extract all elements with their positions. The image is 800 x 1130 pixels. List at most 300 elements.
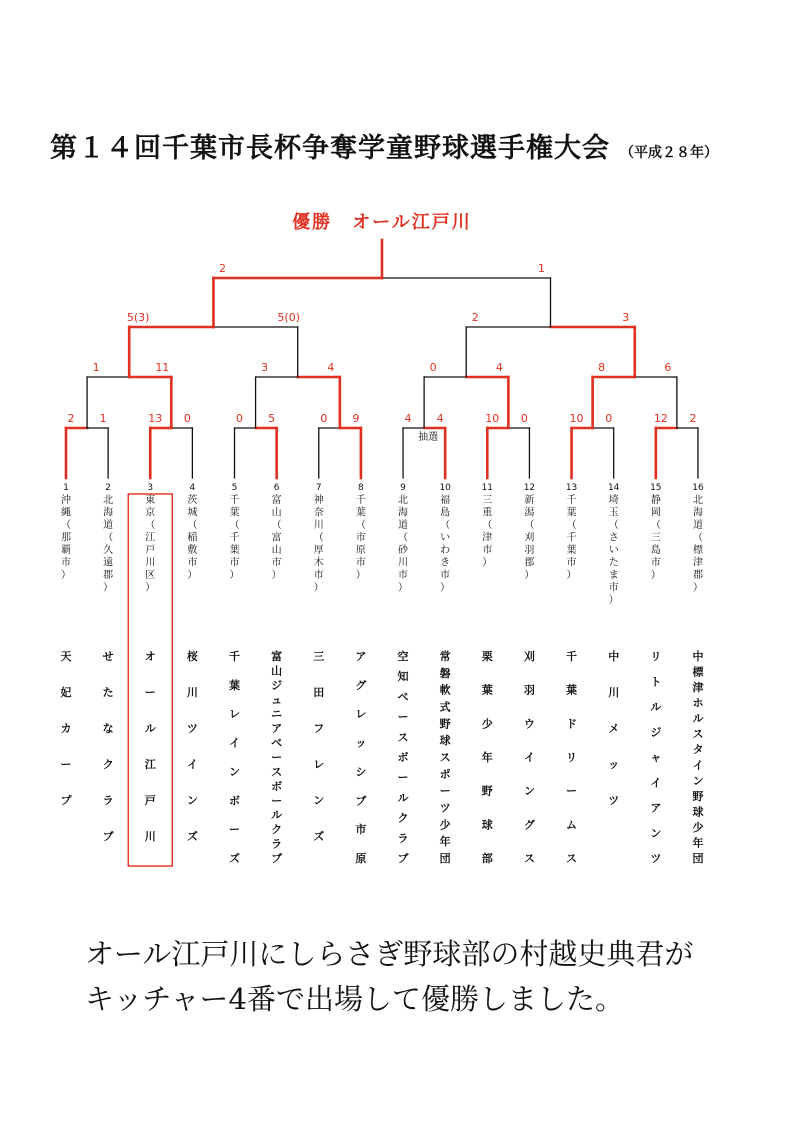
team-location-char: 覇 xyxy=(61,545,71,556)
team-number: 16 xyxy=(692,483,704,493)
team-location-char: 津 xyxy=(692,557,703,569)
team-location-char: 千 xyxy=(229,495,240,506)
team-name-char: ブ xyxy=(397,852,409,865)
team-name-char: ズ xyxy=(313,830,325,843)
score-label: 10 xyxy=(569,412,584,425)
team-number: 9 xyxy=(400,483,406,493)
team-name-char: ジ xyxy=(650,725,662,739)
team-location-char: 砂 xyxy=(398,545,409,556)
score-label: 3 xyxy=(622,311,630,324)
team-location-char: ） xyxy=(145,582,156,594)
team-location-char: 新 xyxy=(524,495,535,506)
team-name-char: ツ xyxy=(650,852,662,865)
team-location-char: （ xyxy=(482,520,493,531)
team-location-char: （ xyxy=(398,532,409,544)
score-label: 9 xyxy=(352,412,360,425)
team-location-char: ） xyxy=(355,570,366,581)
team-name-char: 富 xyxy=(271,650,283,663)
team-location-char: （ xyxy=(271,520,282,531)
team-name-char: リ xyxy=(650,650,662,663)
note xyxy=(85,932,745,1022)
score-label: 4 xyxy=(327,361,335,374)
team-name-char: グ xyxy=(523,818,535,832)
team-location-char: 千 xyxy=(566,532,577,544)
team-location-char: ） xyxy=(229,570,240,581)
team-name-char: 中 xyxy=(608,650,620,663)
team-location-char: 海 xyxy=(103,507,114,519)
team-name-char: 江 xyxy=(144,758,156,771)
score-label: 0 xyxy=(605,412,613,425)
team-location-char: 稲 xyxy=(187,532,198,544)
team-number: 15 xyxy=(650,483,662,493)
team-location-char: 静 xyxy=(650,495,661,506)
team-location-char: ） xyxy=(398,582,409,594)
team-name-char: 知 xyxy=(397,670,409,684)
team-location-char: た xyxy=(608,557,619,569)
team-name-char: 葉 xyxy=(566,683,578,697)
team-name-char: 少 xyxy=(439,818,451,832)
score-label: 0 xyxy=(520,412,528,425)
team-name-char: フ xyxy=(313,722,325,735)
team-name-char: ツ xyxy=(608,794,620,807)
team-name-char: ン xyxy=(650,826,662,840)
team-number: 10 xyxy=(439,483,451,493)
team-location-char: き xyxy=(440,557,451,569)
team-location-char: 北 xyxy=(103,495,114,506)
team-location-char: （ xyxy=(103,532,114,544)
score-label: 6 xyxy=(664,361,672,374)
team-location-char: 市 xyxy=(187,557,198,569)
team-location-char: 玉 xyxy=(608,507,619,519)
team-name-char: ブ xyxy=(355,794,367,808)
team-name-char: ー xyxy=(271,751,283,764)
team-name-char: ー xyxy=(439,784,451,798)
team-name-char: ク xyxy=(397,811,409,825)
team-location-char: ） xyxy=(692,582,703,594)
team-name-char: 津 xyxy=(692,681,704,695)
team-location-char: わ xyxy=(440,545,451,556)
team-name-char: ン xyxy=(186,794,198,807)
team-location-char: 重 xyxy=(482,507,493,519)
score-label: 5 xyxy=(268,412,276,425)
team-number: 13 xyxy=(565,483,578,493)
team-location-char: 戸 xyxy=(145,545,156,556)
team-name-char: 千 xyxy=(229,650,241,663)
team-name-char: ラ xyxy=(102,794,114,807)
team-location-char: （ xyxy=(61,520,71,531)
team-name-char: 桜 xyxy=(186,650,198,663)
team-name-char: ス xyxy=(397,730,409,744)
team-name-char: レ xyxy=(355,707,367,721)
team-name-char: 団 xyxy=(692,852,704,865)
team-location-char: （ xyxy=(229,520,240,531)
team-name-char: ム xyxy=(566,818,578,832)
note-line: オール江戸川にしらさぎ野球部の村越史典君が xyxy=(85,937,694,971)
team-name-char: ツ xyxy=(186,722,198,735)
score-label: 13 xyxy=(148,412,163,425)
team-location-char: 山 xyxy=(271,545,282,556)
score-label: 8 xyxy=(598,361,606,374)
team-name-char: 軟 xyxy=(439,683,451,697)
team-name-char: ン xyxy=(313,794,325,807)
team-location-char: 千 xyxy=(355,495,366,506)
team-name-char: 式 xyxy=(439,700,451,714)
team-name-char: た xyxy=(102,686,114,699)
team-location-char: 市 xyxy=(271,557,282,569)
team-name-char: イ xyxy=(650,776,662,790)
team-name-char: 川 xyxy=(186,686,198,699)
team-location-char: ） xyxy=(103,582,114,594)
team-location-char: 葉 xyxy=(566,507,577,519)
team-name-char: 常 xyxy=(439,650,451,663)
team-name-char: ス xyxy=(271,765,283,779)
team-location-char: 葉 xyxy=(355,507,366,519)
team-location-char: ） xyxy=(187,570,198,581)
team-name-char: ベ xyxy=(271,736,283,750)
team-name-char: ボ xyxy=(271,779,283,793)
team-number: 12 xyxy=(523,483,536,493)
team-name-char: 年 xyxy=(692,836,704,850)
team-location-char: ま xyxy=(608,570,619,581)
team-location-char: 北 xyxy=(692,495,703,506)
team-name-char: ウ xyxy=(523,717,535,731)
team-name-char: ド xyxy=(566,717,578,731)
team-name-char: 田 xyxy=(313,686,325,699)
score-label: 0 xyxy=(429,361,437,374)
team-name-char: な xyxy=(102,722,114,735)
team-name-char: 戸 xyxy=(144,794,156,807)
team-location-char: 市 xyxy=(229,557,240,569)
team-location-char: 市 xyxy=(313,570,324,581)
team-name-char: 標 xyxy=(692,665,704,679)
team-location-char: ） xyxy=(61,570,71,581)
team-location-char: 沖 xyxy=(61,495,71,506)
score-label: 5(0) xyxy=(277,311,301,324)
team-name-char: イ xyxy=(523,751,535,764)
team-name-char: イ xyxy=(692,758,704,772)
score-label: 0 xyxy=(236,412,244,425)
team-location-char: 川 xyxy=(313,520,324,531)
score-label: 2 xyxy=(67,412,75,425)
team-name-char: ル xyxy=(650,700,662,714)
team-name-char: ボ xyxy=(397,751,409,764)
team-location-char: ） xyxy=(566,570,577,581)
team-location-char: い xyxy=(440,532,451,544)
team-name-char: ー xyxy=(397,710,409,724)
team-name-char: ー xyxy=(566,784,578,798)
team-name-char: ベ xyxy=(397,690,409,704)
team-location-char: （ xyxy=(692,532,703,544)
team-location-char: 葉 xyxy=(229,507,240,519)
team-name-char: 少 xyxy=(692,820,704,834)
team-location-char: 富 xyxy=(271,532,282,544)
team-location-char: 市 xyxy=(650,557,661,569)
team-name-char: 年 xyxy=(481,751,493,764)
team-name-char: せ xyxy=(102,650,114,663)
team-name-char: ン xyxy=(229,765,241,779)
team-number: 11 xyxy=(481,483,494,493)
team-name-char: メ xyxy=(608,722,620,735)
team-name-char: 球 xyxy=(439,734,451,748)
team-name-char: 妃 xyxy=(60,686,72,699)
team-name-char: ブ xyxy=(271,852,283,865)
team-name-char: 葉 xyxy=(229,678,241,692)
team-location-char: 市 xyxy=(566,557,577,569)
team-location-char: 道 xyxy=(398,520,409,531)
team-name-char: 部 xyxy=(481,852,493,865)
team-name-char: 球 xyxy=(692,805,704,819)
team-location-char: 葉 xyxy=(566,545,577,556)
team-number: 8 xyxy=(358,483,364,493)
team-name-char: ラ xyxy=(397,831,409,845)
team-location-char: 川 xyxy=(145,557,156,569)
team-name-char: ス xyxy=(566,852,578,865)
team-name-char: ク xyxy=(271,823,283,837)
team-location-char: 島 xyxy=(440,507,451,519)
tournament-year: （平成２８年） xyxy=(620,145,718,161)
score-label: 4 xyxy=(495,361,503,374)
team-number: 4 xyxy=(189,483,196,493)
team-location-char: （ xyxy=(355,520,366,531)
team-name-char: 栗 xyxy=(481,650,493,663)
team-location-char: 北 xyxy=(398,495,409,506)
team-name-char: ボ xyxy=(229,794,241,808)
team-name-char: 千 xyxy=(566,650,578,663)
team-location-char: 羽 xyxy=(524,545,535,556)
team-name-char: ュ xyxy=(271,693,283,707)
team-name-char: 野 xyxy=(481,784,493,798)
team-name-char: ー xyxy=(229,823,241,837)
team-location-char: 京 xyxy=(145,507,156,519)
team-name-char: 球 xyxy=(481,818,493,832)
team-name-char: 中 xyxy=(692,650,704,663)
team-name-char: ン xyxy=(523,784,535,798)
team-name-char: 葉 xyxy=(481,683,493,697)
team-name-char: リ xyxy=(566,751,578,764)
team-location-char: 三 xyxy=(650,532,661,544)
team-location-char: 岡 xyxy=(650,507,661,519)
team-location-char: 福 xyxy=(440,495,451,506)
tournament-title: 第１４回千葉市長杯争奪学童野球選手権大会 xyxy=(50,133,610,164)
team-location-char: 市 xyxy=(355,557,366,569)
team-name-char: ス xyxy=(692,727,704,741)
score-label: 4 xyxy=(436,412,444,425)
score-label: 2 xyxy=(218,262,226,275)
team-location-char: 千 xyxy=(566,495,577,506)
team-number: 7 xyxy=(315,483,322,493)
team-name-char: 磐 xyxy=(439,666,451,680)
team-location-char: （ xyxy=(524,520,535,531)
score-label: 1 xyxy=(92,361,100,374)
team-name-char: ー xyxy=(271,794,283,808)
team-name-char: ツ xyxy=(439,801,451,815)
team-name-char: イ xyxy=(229,736,241,750)
team-name-char: シ xyxy=(355,765,367,779)
team-name-char: ン xyxy=(692,774,704,788)
team-location-char: （ xyxy=(313,532,324,544)
team-name-char: ラ xyxy=(271,837,283,851)
team-name-char: ッ xyxy=(608,758,620,771)
team-location-char: 潟 xyxy=(524,507,535,519)
team-number: 3 xyxy=(147,483,154,493)
team-location-char: 城 xyxy=(187,507,198,519)
team-name-char: ス xyxy=(439,751,451,764)
team-number: 1 xyxy=(63,483,69,493)
team-name-char: 川 xyxy=(144,830,156,843)
team-name-char: ア xyxy=(650,801,662,815)
team-location-char: 久 xyxy=(103,545,114,556)
team-location-char: 標 xyxy=(692,545,703,556)
team-name-char: 刈 xyxy=(523,650,535,663)
team-name-char: ー xyxy=(60,758,72,771)
team-location-char: ） xyxy=(482,557,493,569)
team-name-char: ニ xyxy=(271,707,283,721)
team-location-char: 郡 xyxy=(692,570,703,581)
note-line: キッチャー4番で出場して優勝しました。 xyxy=(85,982,625,1016)
team-location-char: ） xyxy=(524,570,535,581)
team-name-char: ブ xyxy=(102,830,114,843)
score-label: 11 xyxy=(155,361,170,374)
score-label: 12 xyxy=(653,412,668,425)
team-location-char: 縄 xyxy=(61,507,71,519)
team-location-char: 刈 xyxy=(524,532,535,544)
team-location-char: 山 xyxy=(271,507,282,519)
team-location-char: 厚 xyxy=(313,545,324,556)
team-name-char: 少 xyxy=(481,717,493,731)
team-name-char: 市 xyxy=(355,823,367,837)
team-name-char: ル xyxy=(397,791,409,805)
team-location-char: 海 xyxy=(398,507,409,519)
team-location-char: （ xyxy=(145,520,156,531)
team-location-char: 市 xyxy=(61,557,71,569)
team-name-char: レ xyxy=(313,758,325,771)
team-name-char: 羽 xyxy=(523,683,535,697)
team-location-char: （ xyxy=(187,520,198,531)
team-name-char: ス xyxy=(523,852,535,865)
team-name-char: ー xyxy=(144,686,156,699)
team-name-char: ポ xyxy=(439,767,451,781)
team-name-char: タ xyxy=(692,743,704,757)
team-name-char: ホ xyxy=(692,696,704,710)
team-number: 6 xyxy=(273,483,280,493)
team-location-char: 道 xyxy=(692,520,703,531)
team-name-char: カ xyxy=(60,722,72,735)
team-location-char: 千 xyxy=(229,532,240,544)
team-number: 2 xyxy=(105,483,111,493)
team-name-char: 野 xyxy=(692,789,704,803)
team-name-char: ズ xyxy=(186,830,198,843)
lottery-label: 抽選 xyxy=(418,432,439,443)
team-number: 14 xyxy=(607,483,620,493)
team-location-char: 市 xyxy=(355,532,366,544)
team-name-char: ア xyxy=(271,722,283,736)
team-location-char: （ xyxy=(440,520,451,531)
team-location-char: 島 xyxy=(650,545,661,556)
score-label: 4 xyxy=(404,412,412,425)
score-label: 1 xyxy=(537,262,545,275)
champion-label: 優勝 オール江戸川 xyxy=(292,212,472,233)
team-location-char: 奈 xyxy=(313,507,324,519)
team-name-char: オ xyxy=(144,650,156,663)
team-name-char: ル xyxy=(271,808,283,822)
team-name-char: ッ xyxy=(355,736,367,750)
team-name-char: ー xyxy=(397,771,409,785)
score-label: 2 xyxy=(689,412,697,425)
team-location-char: 津 xyxy=(482,532,493,544)
team-name-char: 年 xyxy=(439,835,451,849)
team-location-char: ） xyxy=(440,582,451,594)
team-name-char: ジ xyxy=(271,678,283,692)
team-location-char: 区 xyxy=(145,570,156,581)
team-location-char: （ xyxy=(566,520,577,531)
team-name-char: 天 xyxy=(60,650,72,663)
team-name-char: 山 xyxy=(271,664,283,678)
team-location-char: 市 xyxy=(482,545,493,556)
team-location-char: 川 xyxy=(398,557,409,569)
team-location-char: 海 xyxy=(692,507,703,519)
team-name-char: イ xyxy=(186,758,198,771)
score-label: 5(3) xyxy=(126,311,150,324)
team-location-char: 江 xyxy=(145,532,156,544)
score-label: 10 xyxy=(485,412,500,425)
team-name-char: ト xyxy=(650,675,662,689)
team-location-char: 三 xyxy=(482,495,493,506)
team-location-char: （ xyxy=(608,520,619,531)
team-location-char: 市 xyxy=(440,570,451,581)
team-location-char: 富 xyxy=(271,495,282,506)
team-name-char: ク xyxy=(102,758,114,771)
team-name-char: レ xyxy=(229,707,241,721)
team-name-char: 三 xyxy=(313,650,325,663)
team-location-char: 神 xyxy=(313,495,324,506)
team-number: 5 xyxy=(231,483,238,493)
team-location-char: 葉 xyxy=(229,545,240,556)
team-location-char: 市 xyxy=(398,570,409,581)
team-name-char: ル xyxy=(144,722,156,735)
team-name-char: ル xyxy=(692,712,704,726)
team-name-char: 野 xyxy=(439,717,451,731)
team-location-char: 道 xyxy=(103,520,114,531)
team-location-char: 市 xyxy=(608,582,619,594)
team-name-char: ズ xyxy=(229,852,241,865)
team-name-char: プ xyxy=(60,794,72,807)
team-location-char: ） xyxy=(650,570,661,581)
team-name-char: ア xyxy=(355,650,367,663)
score-label: 1 xyxy=(99,412,107,425)
score-label: 0 xyxy=(320,412,328,425)
team-location-char: 原 xyxy=(355,545,366,556)
team-location-char: さ xyxy=(608,532,619,544)
team-location-char: ） xyxy=(271,570,282,581)
team-name-char: 川 xyxy=(608,686,620,699)
team-location-char: 那 xyxy=(61,532,71,544)
team-location-char: ） xyxy=(313,582,324,594)
team-location-char: 木 xyxy=(313,557,324,569)
score-label: 3 xyxy=(261,361,269,374)
score-label: 2 xyxy=(471,311,479,324)
team-location-char: 遠 xyxy=(103,557,114,569)
team-location-char: 東 xyxy=(145,495,156,506)
team-name-char: 原 xyxy=(355,852,367,865)
team-location-char: （ xyxy=(650,520,661,531)
team-location-char: 郡 xyxy=(103,570,114,581)
team-location-char: い xyxy=(608,545,619,556)
team-name-char: ャ xyxy=(650,751,662,764)
team-location-char: ） xyxy=(608,595,619,606)
team-name-char: 団 xyxy=(439,852,451,865)
team-location-char: 埼 xyxy=(608,495,619,506)
team-name-char: 空 xyxy=(397,650,409,663)
